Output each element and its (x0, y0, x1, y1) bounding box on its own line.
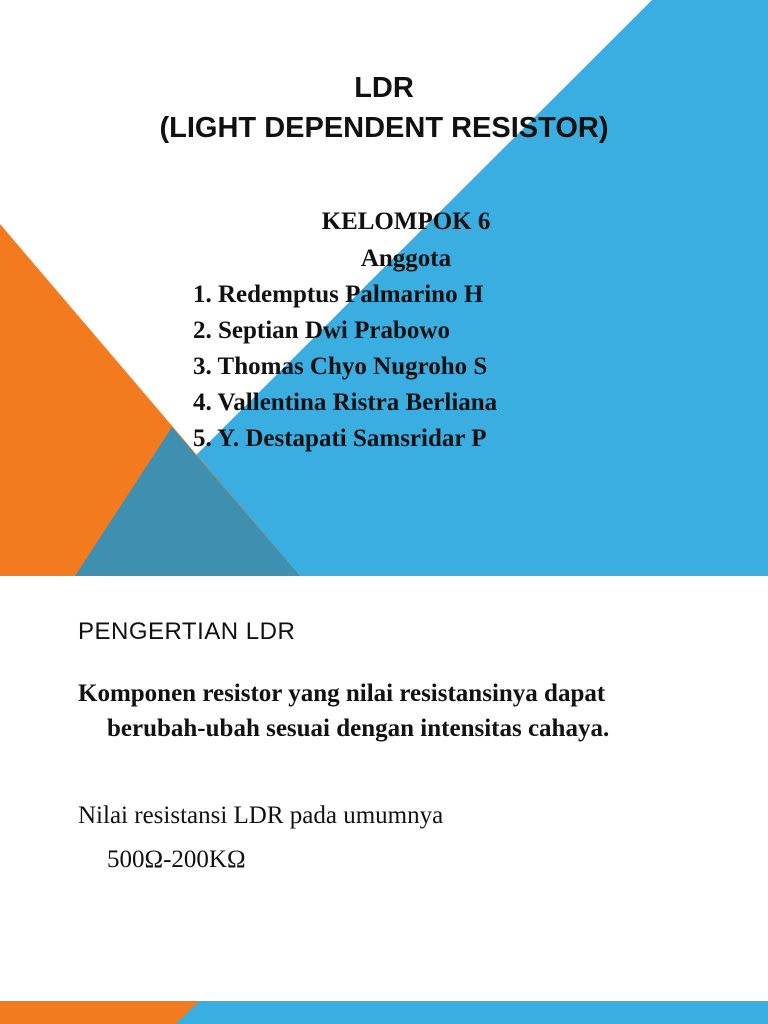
members-heading: Anggota (360, 245, 452, 272)
resistance-line-1: Nilai resistansi LDR pada umumnya (78, 802, 444, 829)
member-item-1: 1. Redemptus Palmarino H (193, 281, 484, 308)
definition-line-2: berubah-ubah sesuai dengan intensitas cahaya. (107, 715, 610, 742)
slide-2 (0, 576, 768, 1024)
blue-bottom-corner-shape (175, 1001, 768, 1024)
member-item-4: 4. Vallentina Ristra Berliana (193, 389, 498, 416)
title-line-1: LDR (354, 72, 414, 104)
member-item-5: 5. Y. Destapati Samsridar P (193, 425, 487, 452)
group-label: KELOMPOK 6 (321, 208, 491, 235)
title-line-2: (LIGHT DEPENDENT RESISTOR) (159, 112, 609, 144)
resistance-info (78, 798, 443, 878)
resistance-range: 500Ω-200KΩ (107, 846, 246, 873)
slide2-heading: PENGERTIAN LDR (78, 618, 296, 645)
member-item-3: 3. Thomas Chyo Nugroho S (193, 353, 488, 380)
definition-line-1: Komponen resistor yang nilai resistansinya dapat (78, 680, 606, 707)
ldr-definition (78, 676, 738, 746)
member-item-2: 2. Septian Dwi Prabowo (193, 317, 450, 344)
